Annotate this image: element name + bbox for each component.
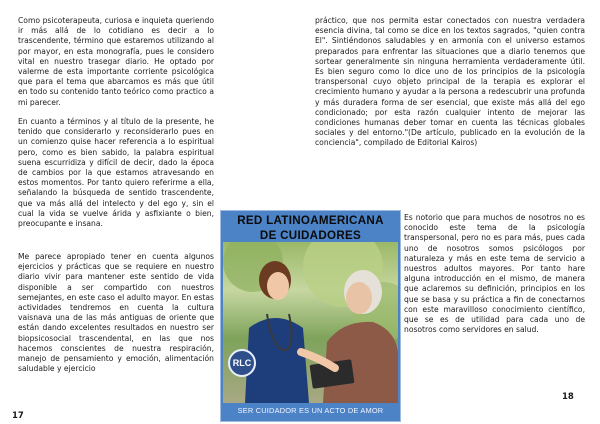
flyer-title-line-1: RED LATINOAMERICANA: [237, 214, 384, 227]
right-paragraph-1: práctico, que nos permita estar conectados con nuestra verdadera esencia divina, tal como se dice en los textos sagrados, "quien contra El". Sintiéndonos saludables y en armonía con el universo estamos preparados para enfrentar las situaciones que a diario tenemos que sortear generalmente sin ninguna herramienta verdaderamente útil. Es bien seguro como lo dice uno de los principios de la psicología transpersonal cuyo objeto principal de la terapia es explorar el crecimiento humano y ayudar a la persona a redescubrir una profunda y más duradera forma de ser esencial, que existe más allá del ego condicionado; por esta razón cualquier intento de mejorar las condiciones humanas deber tomar en cuenta las técnicas globales sociales y del entorno."(De artículo, publicado en la evolución de la conciencia", compilado de Editorial Kairos): [315, 16, 585, 148]
left-paragraph-1: Como psicoterapeuta, curiosa e inquieta queriendo ir más allá de lo cotidiano es decir a lo trascendente, término que estaremos utilizando al por mayor, en esta monografía, pues le considero vital en nuestro trasegar diario. He optado por valerme de esta importante corriente psicológica que para el tema que abarcamos es más que útil en todo su contenido tanto teórico como practico a mi parecer.: [18, 16, 214, 107]
left-paragraph-3: Me parece apropiado tener en cuenta algunos ejercicios y prácticas que se requiere en nuestro diario vivir para mantener este sentido de vida disponible a ser compartido con nuestros semejantes, en este caso el adulto mayor. En estas actividades tendremos en cuenta la cultura vaisnava una de las más antiguas de oriente que están dando excelentes resultados en nuestro ser biopsicosocial trascendental, en las que nos hacemos conscientes de nuestra respiración, manejo de pensamiento y emoción, alimentación saludable y ejercicio: [18, 252, 214, 374]
page-number-right: 18: [562, 392, 574, 402]
elderly-face: [346, 282, 372, 314]
page-number-left: 17: [12, 411, 24, 421]
caregiver-illustration: [223, 242, 398, 403]
left-paragraph-2: En cuanto a términos y al título de la presente, he tenido que considerarlo y reconsiderarlo pues en un comienzo quise hacer referencia a lo espiritual pero, como es bien sabido, la palabra espiritual suena escurridiza y difícil de decir, dado la época de cambios por la que estamos atravesando en estos momentos. Por tanto quiero referirme a ella, señalando la búsqueda de sentido trascendente, que va más allá del intelecto y del ego y, sin el cual la vida se vuelve árida y asfixiante o bien, preocupante e insana.: [18, 117, 214, 229]
flyer-slogan: SER CUIDADOR ES UN ACTO DE AMOR: [237, 406, 384, 415]
flyer-title: [221, 213, 400, 243]
nurse-face: [267, 272, 289, 300]
right-paragraph-2: Es notorio que para muchos de nosotros no es conocido este tema de la psicología transpersonal, pero no es para más, pues cada uno de nosotros somos psicólogos por naturaleza y más en este tema de servicio a nuestros adultos mayores. Por tanto hare alguna introducción en el mismo, de manera que aclaremos su definición, principios en los que se basa y su práctica a fin de conectarnos con este maravilloso conocimiento científico, que se es de utilidad para cada uno de nosotros como servidores en salud.: [404, 213, 585, 335]
caregiver-photo: [223, 242, 398, 403]
caregivers-flyer: [220, 210, 401, 422]
flyer-title-line-2: DE CUIDADORES: [259, 229, 362, 242]
rlc-logo: RLC: [228, 349, 256, 377]
